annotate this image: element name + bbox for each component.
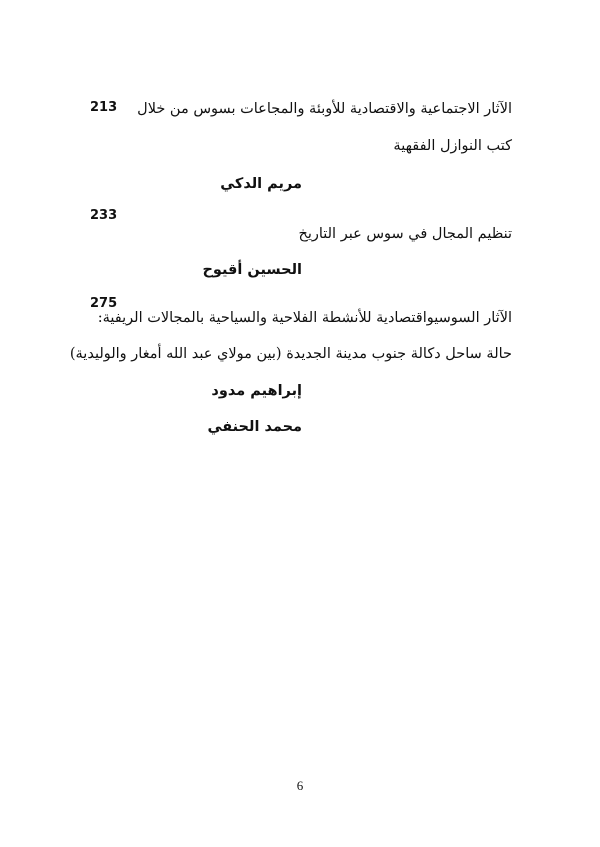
entry-page-number: 275 bbox=[90, 296, 118, 311]
entry-title-line: الآثار السوسيواقتصادية للأنشطة الفلاحية والسياحية بالمجالات الريفية: bbox=[97, 310, 512, 326]
entry-author: إبراهيم مدود bbox=[211, 383, 302, 399]
entry-page-number: 233 bbox=[90, 208, 118, 223]
entry-page-number: 213 bbox=[90, 100, 118, 115]
entry-author: الحسين أقيوح bbox=[202, 262, 302, 278]
entry-title-line: كتب النوازل الفقهية bbox=[393, 138, 512, 154]
entry-title-line: الآثار الاجتماعية والاقتصادية للأوبئة والمجاعات بسوس من خلال bbox=[137, 101, 512, 117]
entry-author: مريم الدكي bbox=[220, 176, 302, 192]
page-footer-number: 6 bbox=[296, 778, 304, 793]
entry-author: محمد الحنفي bbox=[207, 419, 302, 435]
entry-title-line: تنظيم المجال في سوس عبر التاريخ bbox=[298, 226, 512, 242]
entry-title-line: حالة ساحل دكالة جنوب مدينة الجديدة (بين مولاي عبد الله أمغار والوليدية) bbox=[69, 346, 512, 362]
